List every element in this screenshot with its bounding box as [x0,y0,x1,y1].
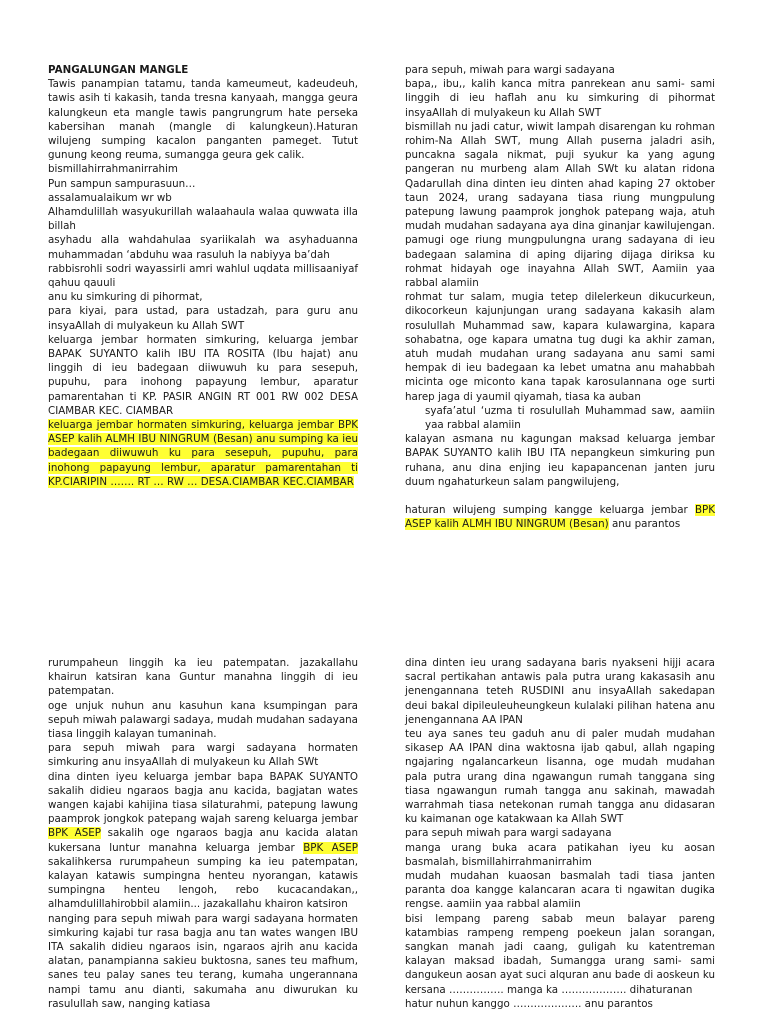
paragraph: rohmat tur salam, mugia tetep dilelerkeun dikucurkeun, dikocorkeun kajunjungan urang sadayana kakasih alam rosulullah Muhammad saw, kapara kulawargina, kapara sohabatna, oge kapara umatna tug dugi ka akhir zaman, atuh mudah mudahan urang sadayana anu sami sami hempak di ieu badegaan ka lebet umatna anu mahabbah micinta oge miconto kana tapak karosulannana oge surti harep jaga di yaumil qiyamah, tiasa ka auban [405,291,715,403]
paragraph: keluarga jembar hormaten simkuring, keluarga jembar BAPAK SUYANTO kalih IBU ITA ROSITA (Ibu hajat) anu linggih di ieu badegaan diiwuwuh ku para sesepuh, pupuhu, para inohong papayung lembur, aparatur pamarentahan ti KP. PASIR ANGIN RT 001 RW 002 DESA CIAMBAR KEC. CIAMBAR [48,333,358,417]
column-1 [48,63,358,489]
blank-line [405,489,715,503]
paragraph: manga urang buka acara patikahan iyeu ku aosan basmalah, bismillahirrahmanirrahim [405,841,715,868]
text-run: anu parantos [611,518,681,531]
column-4 [405,656,715,1011]
paragraph: Tawis panampian tatamu, tanda kameumeut, kadeudeuh, tawis asih ti kakasih, tanda tresna kanyaah, mangga geura kalungkeun eta mangle tawis pangrungrum hate perseka kabersihan manah (mangle di kalungkeun).Haturan wilujeng sumping kacalon panganten pameget. Tutut gunung keong reuma, sumangga geura gek calik. [48,78,358,162]
highlight-text: BPK ASEP [48,827,101,840]
text-run: sakalih oge ngaraos bagja anu kacida alatan kukersana luntur manahna keluarga jembar [48,827,358,854]
text-run: sakalihkersa rurumpaheun sumping ka ieu patempatan, kalayan katawis sumpingna henteu nyorangan, katawis sumpingna henteu lengoh, rebo kucacandakan,, alhamdulillahirobbil alamiin... jazakallahu khairon katsiron [48,855,358,911]
paragraph: Pun sampun sampurasuun… [48,177,196,190]
paragraph: anu ku simkuring di pihormat, [48,291,203,304]
highlight-text: BPK ASEP kalih ALMH IBU NINGRUM (Besan) [405,504,716,531]
highlight-text: keluarga jembar hormaten simkuring, keluarga jembar BPK ASEP kalih ALMH IBU NINGRUM (Besan) anu sumping ka ieu badegaan diiwuwuh ku para sesepuh, pupuhu, para inohong papayung lembur, aparatur pamarentahan ti KP.CIARIPIN ……. RT … RW … DESA.CIAMBAR KEC.CIAMBAR [48,419,358,488]
paragraph: hatur nuhun kanggo ……………….. anu parantos [405,997,653,1010]
paragraph: para kiyai, para ustad, para ustadzah, para guru anu insyaAllah di mulyakeun ku Allah SWT [48,305,358,332]
paragraph: asyhadu alla wahdahulaa syariikalah wa asyhaduanna muhammadan ‘abduhu waa rasuluh la nabiyya ba’dah [48,234,358,261]
paragraph: para sepuh, miwah para wargi sadayana [405,64,615,76]
paragraph: bismillahirrahmanirrahim [48,163,178,176]
paragraph: oge unjuk nuhun anu kasuhun kana ksumpingan para sepuh miwah palawargi sadaya, mudah mudahan sadayana tiasa linggih kalayan tumaninah. [48,699,358,741]
paragraph: bapa,, ibu,, kalih kanca mitra panrekean anu sami- sami linggih di ieu haflah anu ku simkuring di pihormat insyaAllah di mulyakeun ku Allah SWT [405,78,715,119]
paragraph: rabbisrohli sodri wayassirli amri wahlul uqdata millisaaniyaf qahuu qauuli [48,262,358,290]
paragraph: para sepuh miwah para wargi sadayana hormaten simkuring anu insyaAllah di mulyakeun ku Allah SWt [48,742,358,769]
paragraph: dina dinten ieu urang sadayana baris nyakseni hijji acara sacral pertikahan antawis pala putra urang kakasasih anu jenengannana teteh RUSDINI anu insyaAllah sakedapan deui bakal dipileuleuheungkeun kulalaki pilihan hatena anu jenengannana AA IPAN [405,657,715,726]
paragraph: para sepuh miwah para wargi sadayana [405,827,612,840]
highlight-text: BPK ASEP [303,841,358,854]
paragraph: mudah mudahan kuaosan basmalah tadi tiasa janten paranta doa kangge kalancaran acara ti ngawitan dugika rengse. aamiin yaa rabbal alamiin [405,870,715,911]
paragraph: rurumpaheun linggih ka ieu patempatan. jazakallahu khairun katsiran kana Guntur manahna linggih di ieu patempatan. [48,657,358,698]
paragraph: teu aya sanes teu gaduh anu di paler mudah mudahan sikasep AA IPAN dina waktosna ijab qabul, allah ngaping ngajaring ngalancarkeun lisanna, oge mudah mudahan pala putra urang dina ngawangun rumah tanggana sing tiasa ngawangun rumah tangga anu sakinah, mawadah warrahmah tiasa netekonan rumah tangga anu didasaran ku kaimanan oge katakwaan ka Allah SWT [405,728,715,826]
column-3 [48,656,358,1011]
paragraph [405,503,715,531]
paragraph: assalamualaikum wr wb [48,191,172,204]
paragraph: bisi lempang pareng sabab meun balayar pareng katambias rampeng rempeng poekeun jalan sorangan, sangkan manah jadi caang, guligah ku katentreman kalayan maksad ibadah, Sumangga urang sami- sami dangukeun aosan ayat suci alquran anu bade di aoskeun ku kersana ……………. manga ka ………………. dihaturanan [405,912,715,996]
text-run: haturan wilujeng sumping kangge keluarga jembar [405,504,688,517]
paragraph [48,770,358,912]
paragraph: nanging para sepuh miwah para wargi sadayana hormaten simkuring kajabi tur rasa bagja anu tan wates wangen IBU ITA sakalih didieu ngaraos isin, ngaraos ajrih anu kacida alatan, panampianna sakieu buktosna, sanes teu mafhum, sanes teu palay sanes teu terang, kumaha ungerannana nampi tamu anu dianti, sakumaha anu diwurukan ku rasulullah saw, nanging katiasa [48,912,358,1010]
paragraph: Alhamdulillah wasyukurillah walaahaula walaa quwwata illa billah [48,206,358,233]
document-title: PANGALUNGAN MANGLE [48,64,189,76]
paragraph: bismillah nu jadi catur, wiwit lampah disarengan ku rohman rohim-Na Allah SWT, mung Allah puserna jaladri asih, puncakna sagala nikmat, puji syukur ka yang agung pangeran nu murbeng alam Allah SWt ku alatan ridona Qadarullah dina dinten ieu dinten ahad kaping 27 oktober taun 2024, urang sadayana tiasa riung mungpulung patepung lawung paamprok jonghok patepang waja, atuh mudah mudahan sadayana aya dina ginanjar kawilujengan. pamugi oge riung mungpulungna urang sadayana di ieu badegaan salamina di aping dijaring dijaga diriksa ku rohmat hidayah oge inayahna Allah SWT, Aamiin yaa rabbal alamiin [405,120,715,290]
column-2 [405,63,715,532]
text-run: dina dinten iyeu keluarga jembar bapa BAPAK SUYANTO sakalih didieu ngaraos bagja anu kacida, bagjatan wates wangen kajabi kahijina tiasa silaturahmi, patepung lawung paamprok jongkok patepang wajah sareng keluarga jembar [48,770,358,826]
paragraph: syafa’atul ‘uzma ti rosulullah Muhammad saw, aamiin yaa rabbal alamiin [425,404,715,432]
highlighted-paragraph [48,418,358,489]
paragraph: kalayan asmana nu kagungan maksad keluarga jembar BAPAK SUYANTO kalih IBU ITA nepangkeun simkuring pun ruhana, anu dina enjing ieu kapapancenan janten juru duum ngahaturkeun salam pangwilujeng, [405,433,715,488]
